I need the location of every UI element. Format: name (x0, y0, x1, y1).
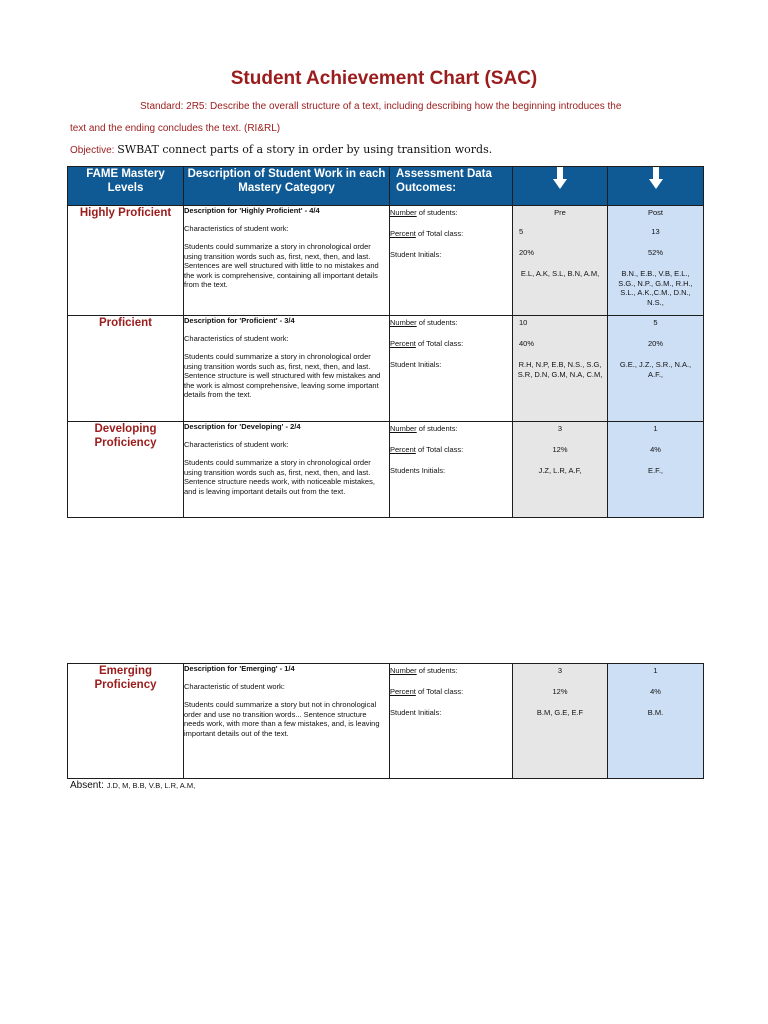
standard-line-2: text and the ending concludes the text. (RI&RL) (70, 123, 281, 134)
pre-values (513, 316, 608, 422)
post-number: 1 (653, 424, 658, 433)
characteristics-label: Characteristics of student work: (184, 439, 289, 449)
description-body: Students could summarize a story in chronological order using transition words such as, first, next, then, and last. Sentences are well structured with little to no mistakes and the work is comprehensive, containing all important details from the text. (184, 242, 379, 289)
pre-values (513, 422, 608, 518)
header-pre-arrow (513, 167, 608, 206)
standard-text (70, 96, 690, 140)
table-row (68, 422, 704, 518)
pre-percent: 12% (552, 687, 568, 696)
header-mastery-levels: FAME Mastery Levels (68, 167, 184, 206)
percent-label: Percent of Total class: (390, 229, 464, 238)
description-body: Students could summarize a story in chronological order using transition words such as, first, next, then, and last. Sentence structure needs work, with noticeable mistakes, and is leaving important details out from the text. (184, 458, 375, 496)
pre-number: 3 (557, 424, 563, 433)
pre-percent: 12% (552, 445, 568, 454)
post-number: 5 (653, 318, 658, 327)
achievement-table-continued (67, 663, 704, 779)
description-title: Description for 'Emerging' - 1/4 (184, 664, 295, 673)
description-title: Description for 'Highly Proficient' - 4/4 (184, 206, 320, 215)
post-values (608, 316, 704, 422)
post-values (608, 422, 704, 518)
initials-label: Student Initials: (390, 708, 442, 717)
metric-labels (390, 664, 513, 779)
number-label: Number of students: (390, 208, 458, 217)
initials-label: Students Initials: (390, 466, 446, 475)
page-title: Student Achievement Chart (SAC) (230, 68, 538, 89)
absent-note (70, 780, 195, 791)
standard-line-1: Standard: 2R5: Describe the overall structure of a text, including describing how the beginning introduces the (140, 101, 622, 112)
initials-label: Student Initials: (390, 360, 442, 369)
number-label: Number of students: (390, 318, 458, 327)
level-label: Developing Proficiency (68, 422, 184, 518)
description-title: Description for 'Proficient' - 3/4 (184, 316, 295, 325)
pre-percent: 20% (519, 248, 535, 257)
post-percent: 4% (650, 687, 661, 696)
description-body: Students could summarize a story but not in chronological order and use no transition words... Sentence structure needs work, with more than a few mistakes, and, is leaving important details out of the text. (184, 700, 380, 738)
pre-initials: E.L, A.K, S.L, B.N, A.M, (520, 269, 600, 278)
pre-percent: 40% (519, 339, 535, 348)
metric-labels (390, 422, 513, 518)
post-number: 1 (653, 666, 658, 675)
level-description (184, 316, 390, 422)
level-label: Emerging Proficiency (68, 664, 184, 779)
post-initials: G.E., J.Z., S.R., N.A., A.F., (619, 360, 692, 379)
post-percent: 52% (647, 248, 663, 257)
header-description: Description of Student Work in each Mastery Category (184, 167, 390, 206)
post-initials: B.N., E.B., V.B, E.L., S.G., N.P., G.M., R.H., S.L., A.K.,C.M., D.N., N.S., (618, 269, 693, 307)
absent-names: J.D, M, B.B, V.B, L.R, A.M, (106, 781, 196, 790)
level-label: Highly Proficient (68, 206, 184, 316)
description-body: Students could summarize a story in chronological order using transition words such as, first, next, then, and last. Sentence structure is well structured with few mistakes and the work is almost comprehensive, leaving some important details from the text. (184, 352, 381, 399)
header-post-arrow (608, 167, 704, 206)
percent-label: Percent of Total class: (390, 687, 464, 696)
characteristics-label: Characteristic of student work: (184, 681, 285, 691)
post-initials: B.M. (647, 708, 664, 717)
table-row (68, 316, 704, 422)
table-row (68, 664, 704, 779)
objective-text: SWBAT connect parts of a story in order by using transition words. (117, 143, 493, 156)
metric-labels (390, 316, 513, 422)
objective (70, 142, 492, 159)
pre-number: 3 (557, 666, 563, 675)
post-column-label: Post (647, 208, 663, 217)
table-header-row (68, 167, 704, 206)
number-label: Number of students: (390, 424, 458, 433)
objective-label: Objective: (70, 145, 115, 156)
absent-label: Absent: (70, 780, 104, 791)
pre-values (513, 664, 608, 779)
pre-initials: R.H, N.P, E.B, N.S., S.G, S.R, D.N, G.M, N.A, C.M, (517, 360, 603, 379)
post-number: 13 (651, 227, 660, 236)
description-title: Description for 'Developing' - 2/4 (184, 422, 301, 431)
number-label: Number of students: (390, 666, 458, 675)
pre-number: 10 (519, 318, 528, 327)
post-percent: 20% (647, 339, 663, 348)
post-percent: 4% (650, 445, 661, 454)
header-outcomes: Assessment Data Outcomes: (390, 167, 513, 206)
post-values (608, 206, 704, 316)
pre-initials: B.M, G.E, E.F (536, 708, 584, 717)
post-initials: E.F., (647, 466, 663, 475)
pre-initials: J.Z, L.R, A.F, (538, 466, 582, 475)
down-arrow-icon (553, 167, 567, 189)
level-description (184, 664, 390, 779)
percent-label: Percent of Total class: (390, 445, 464, 454)
level-description (184, 422, 390, 518)
table-row (68, 206, 704, 316)
metric-labels (390, 206, 513, 316)
level-label: Proficient (68, 316, 184, 422)
characteristics-label: Characteristics of student work: (184, 333, 289, 343)
percent-label: Percent of Total class: (390, 339, 464, 348)
post-values (608, 664, 704, 779)
down-arrow-icon (649, 167, 663, 189)
initials-label: Student Initials: (390, 250, 442, 259)
level-description (184, 206, 390, 316)
characteristics-label: Characteristics of student work: (184, 223, 289, 233)
pre-number: 5 (519, 227, 524, 236)
pre-column-label: Pre (554, 208, 566, 217)
pre-values (513, 206, 608, 316)
achievement-table (67, 166, 704, 518)
